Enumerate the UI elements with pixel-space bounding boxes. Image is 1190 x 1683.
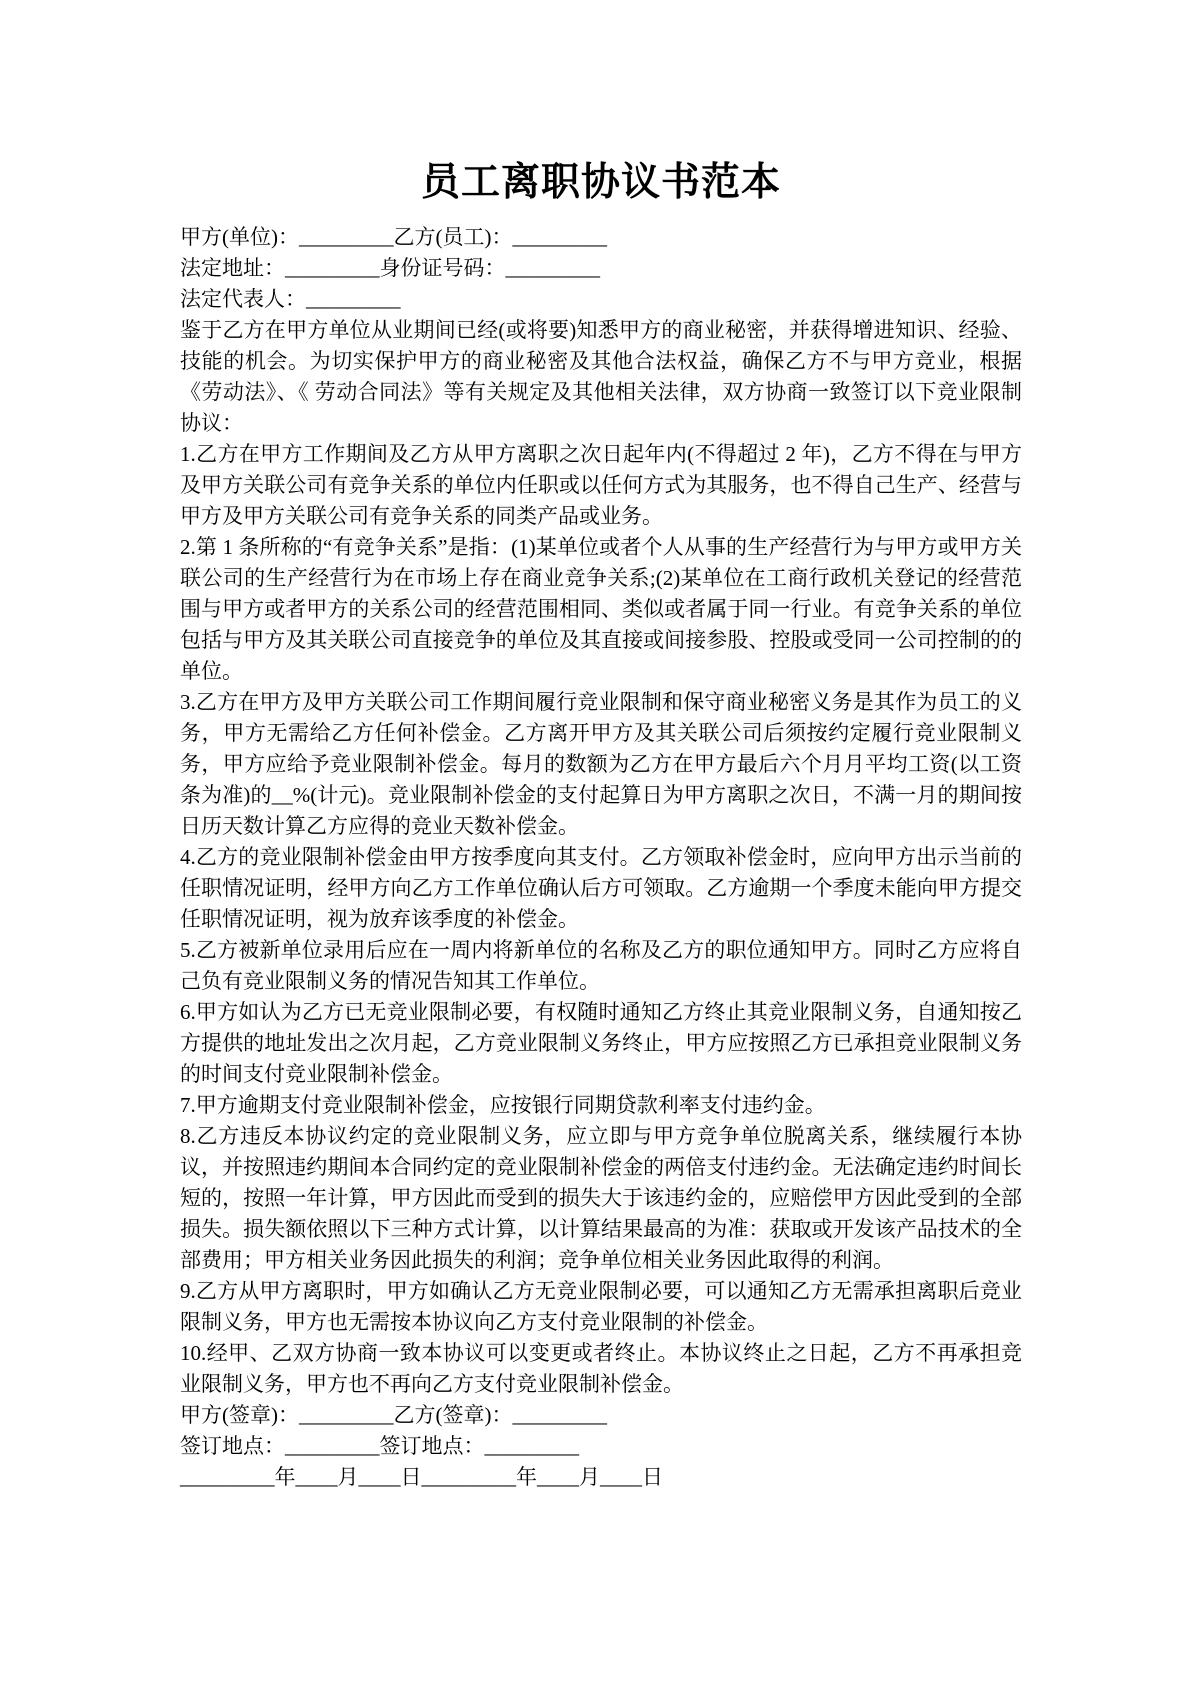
clause-8: 8.乙方违反本协议约定的竞业限制义务，应立即与甲方竞争单位脱离关系，继续履行本协议，并按照违约期间本合同约定的竞业限制补偿金的两倍支付违约金。无法确定违约时间长短的，按照一年计算，甲方因此而受到的损失大于该违约金的，应赔偿甲方因此受到的全部损失。损失额依照以下三种方式计算，以计算结果最高的为准：获取或开发该产品技术的全部费用；甲方相关业务因此损失的利润；竞争单位相关业务因此取得的利润。 — [180, 1124, 1022, 1272]
clause-5: 5.乙方被新单位录用后应在一周内将新单位的名称及乙方的职位通知甲方。同时乙方应将自己负有竞业限制义务的情况告知其工作单位。 — [180, 938, 1022, 993]
party-line-address: 法定地址：_________身份证号码：_________ — [180, 256, 600, 280]
signature-party-line: 甲方(签章)：_________乙方(签章)：_________ — [180, 1403, 607, 1427]
signing-location-line: 签订地点：_________签订地点：_________ — [180, 1434, 579, 1458]
clause-2: 2.第 1 条所称的“有竞争关系”是指：(1)某单位或者个人从事的生产经营行为与甲方或甲方关联公司的生产经营行为在市场上存在商业竞争关系;(2)某单位在工商行政机关登记的经营范围与甲方或者甲方的关系公司的经营范围相同、类似或者属于同一行业。有竞争关系的单位包括与甲方及其关联公司直接竞争的单位及其直接或间接参股、控股或受同一公司控制的的单位。 — [180, 535, 1022, 683]
clause-6: 6.甲方如认为乙方已无竞业限制必要，有权随时通知乙方终止其竞业限制义务，自通知按乙方提供的地址发出之次月起，乙方竞业限制义务终止，甲方应按照乙方已承担竞业限制义务的时间支付竞业限制补偿金。 — [180, 1000, 1022, 1086]
document-title: 员工离职协议书范本 — [420, 161, 781, 204]
party-line-company: 甲方(单位)：_________乙方(员工)：_________ — [180, 225, 607, 249]
clause-1: 1.乙方在甲方工作期间及乙方从甲方离职之次日起年内(不得超过 2 年)，乙方不得在与甲方及甲方关联公司有竞争关系的单位内任职或以任何方式为其服务，也不得自己生产、经营与甲方及甲方关联公司有竞争关系的同类产品或业务。 — [180, 442, 1022, 528]
clause-7: 7.甲方逾期支付竞业限制补偿金，应按银行同期贷款利率支付违约金。 — [180, 1093, 826, 1117]
clause-4: 4.乙方的竞业限制补偿金由甲方按季度向其支付。乙方领取补偿金时，应向甲方出示当前的任职情况证明，经甲方向乙方工作单位确认后方可领取。乙方逾期一个季度未能向甲方提交任职情况证明，视为放弃该季度的补偿金。 — [180, 845, 1022, 931]
party-line-representative: 法定代表人：_________ — [180, 287, 401, 311]
signing-date-line: _________年____月____日_________年____月____日 — [180, 1465, 663, 1489]
clause-9: 9.乙方从甲方离职时，甲方如确认乙方无竞业限制必要，可以通知乙方无需承担离职后竞业限制义务，甲方也无需按本协议向乙方支付竞业限制的补偿金。 — [180, 1279, 1022, 1334]
preamble-paragraph: 鉴于乙方在甲方单位从业期间已经(或将要)知悉甲方的商业秘密，并获得增进知识、经验、技能的机会。为切实保护甲方的商业秘密及其他合法权益，确保乙方不与甲方竞业，根据《劳动法》、《 劳动合同法》等有关规定及其他相关法律，双方协商一致签订以下竞业限制协议： — [180, 318, 1022, 435]
clause-3: 3.乙方在甲方及甲方关联公司工作期间履行竞业限制和保守商业秘密义务是其作为员工的义务，甲方无需给乙方任何补偿金。乙方离开甲方及其关联公司后须按约定履行竞业限制义务，甲方应给予竞业限制补偿金。每月的数额为乙方在甲方最后六个月月平均工资(以工资条为准)的__%(计元)。竞业限制补偿金的支付起算日为甲方离职之次日，不满一月的期间按日历天数计算乙方应得的竞业天数补偿金。 — [180, 690, 1022, 838]
clause-10: 10.经甲、乙双方协商一致本协议可以变更或者终止。本协议终止之日起，乙方不再承担竞业限制义务，甲方也不再向乙方支付竞业限制补偿金。 — [180, 1341, 1022, 1396]
